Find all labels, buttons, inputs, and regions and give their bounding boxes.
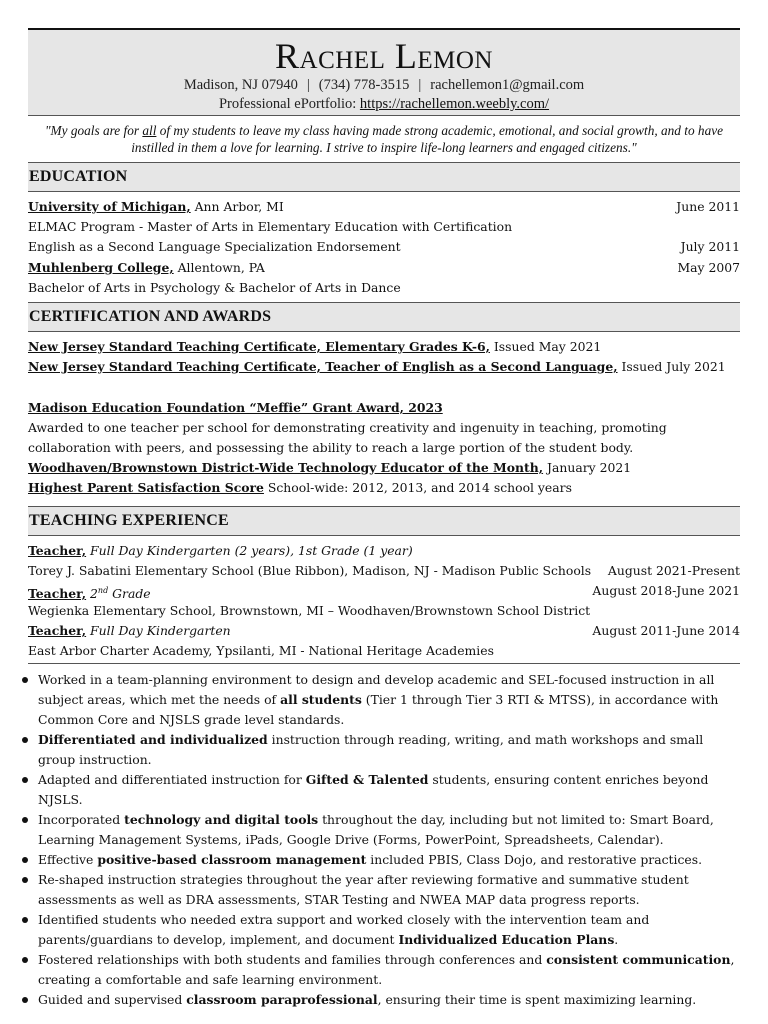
list-item: Re-shaped instruction strategies throughout the year after reviewing formative and summative student assessments as well as DRA assessments, STAR Testing and NWEA MAP data progress reports. [20, 870, 740, 910]
list-item: Fostered relationships with both students and families through conferences and consistent communication, creating a comfortable and safe learning environment. [20, 950, 740, 990]
location: Madison, NJ 07940 [183, 77, 298, 93]
job-title-row: Teacher, 2nd Grade August 2018-June 2021 [28, 583, 740, 601]
award-description: Awarded to one teacher per school for demonstrating creativity and ingenuity in teaching, promoting collaboration with peers, and possessing the ability to reach a large portion of the student body. [28, 420, 667, 455]
list-item: Guided and supervised classroom paraprofessional, ensuring their time is spent maximizing learning. [20, 990, 740, 1010]
education-row: Bachelor of Arts in Psychology & Bachelor of Arts in Dance [28, 280, 401, 295]
bullet-icon [22, 957, 28, 963]
bullet-icon [22, 997, 28, 1003]
bullet-icon [22, 777, 28, 783]
candidate-name: Rachel Lemon [275, 36, 493, 76]
job-school-row: East Arbor Charter Academy, Ypsilanti, MI - National Heritage Academies [28, 643, 494, 658]
separator: | [306, 77, 310, 93]
email: rachellemon1@gmail.com [430, 77, 585, 93]
bullet-icon [22, 677, 28, 683]
bullet-icon [22, 737, 28, 743]
list-item: Incorporated technology and digital tools throughout the day, including but not limited to: Smart Board, Learning Management Systems, iPads, Google Drive (Forms, PowerPoint, Spreadsheets, Calendar). [20, 810, 740, 850]
divider [28, 663, 740, 664]
education-row: English as a Second Language Specialization Endorsement July 2011 [28, 239, 740, 254]
bullet-icon [22, 877, 28, 883]
separator: | [418, 77, 422, 93]
list-item: Differentiated and individualized instruction through reading, writing, and math workshops and small group instruction. [20, 730, 740, 770]
phone: (734) 778-3515 [318, 77, 410, 93]
bullet-icon [22, 917, 28, 923]
experience-heading: TEACHING EXPERIENCE [28, 506, 740, 536]
job-school-row: Wegienka Elementary School, Brownstown, MI – Woodhaven/Brownstown School District [28, 603, 591, 618]
certificate-row: New Jersey Standard Teaching Certificate, Teacher of English as a Second Language, Issued July 2021 [28, 359, 726, 374]
award-row: Woodhaven/Brownstown District-Wide Technology Educator of the Month, January 2021 [28, 460, 632, 475]
portfolio-line [28, 95, 740, 114]
quote-emphasis: all [142, 123, 157, 138]
job-school-row: Torey J. Sabatini Elementary School (Blue Ribbon), Madison, NJ - Madison Public Schools August 2021-Present [28, 563, 740, 578]
contact-line [28, 76, 740, 95]
list-item: Identified students who needed extra support and worked closely with the intervention team and parents/guardians to develop, implement, and document Individualized Education Plans. [20, 910, 740, 950]
bullet-icon [22, 857, 28, 863]
certification-heading: CERTIFICATION AND AWARDS [28, 302, 740, 332]
portfolio-link[interactable]: https://rachellemon.weebly.com/ [359, 96, 550, 112]
bullet-icon [22, 817, 28, 823]
certificate-row: New Jersey Standard Teaching Certificate, Elementary Grades K-6, Issued May 2021 [28, 339, 602, 354]
responsibilities-list [20, 670, 740, 1010]
portfolio-label: Professional ePortfolio: [218, 96, 357, 112]
education-heading: EDUCATION [28, 162, 740, 192]
job-title-row: Teacher, Full Day Kindergarten (2 years), 1st Grade (1 year) [28, 543, 413, 558]
award-title: Madison Education Foundation “Meffie” Grant Award, 2023 [28, 400, 443, 415]
resume-header [28, 28, 740, 116]
teaching-philosophy-quote: "My goals are for all of my students to leave my class having made strong academic, emotional, and social growth, and to have instilled in them a love for learning. I strive to inspire life-long learners and engaged citizens." [44, 123, 724, 155]
education-row: Muhlenberg College, Allentown, PA May 2007 [28, 260, 740, 275]
list-item: Effective positive-based classroom management included PBIS, Class Dojo, and restorative practices. [20, 850, 740, 870]
education-row: ELMAC Program - Master of Arts in Elementary Education with Certification [28, 219, 513, 234]
job-title-row: Teacher, Full Day Kindergarten August 2011-June 2014 [28, 623, 740, 638]
list-item: Adapted and differentiated instruction for Gifted & Talented students, ensuring content enriches beyond NJSLS. [20, 770, 740, 810]
education-row: University of Michigan, Ann Arbor, MI June 2011 [28, 199, 740, 214]
list-item: Worked in a team-planning environment to design and develop academic and SEL-focused instruction in all subject areas, which met the needs of all students (Tier 1 through Tier 3 RTI & MTSS), in accordance with Common Core and NJSLS grade level standards. [20, 670, 740, 730]
award-row: Highest Parent Satisfaction Score School-wide: 2012, 2013, and 2014 school years [28, 480, 572, 495]
